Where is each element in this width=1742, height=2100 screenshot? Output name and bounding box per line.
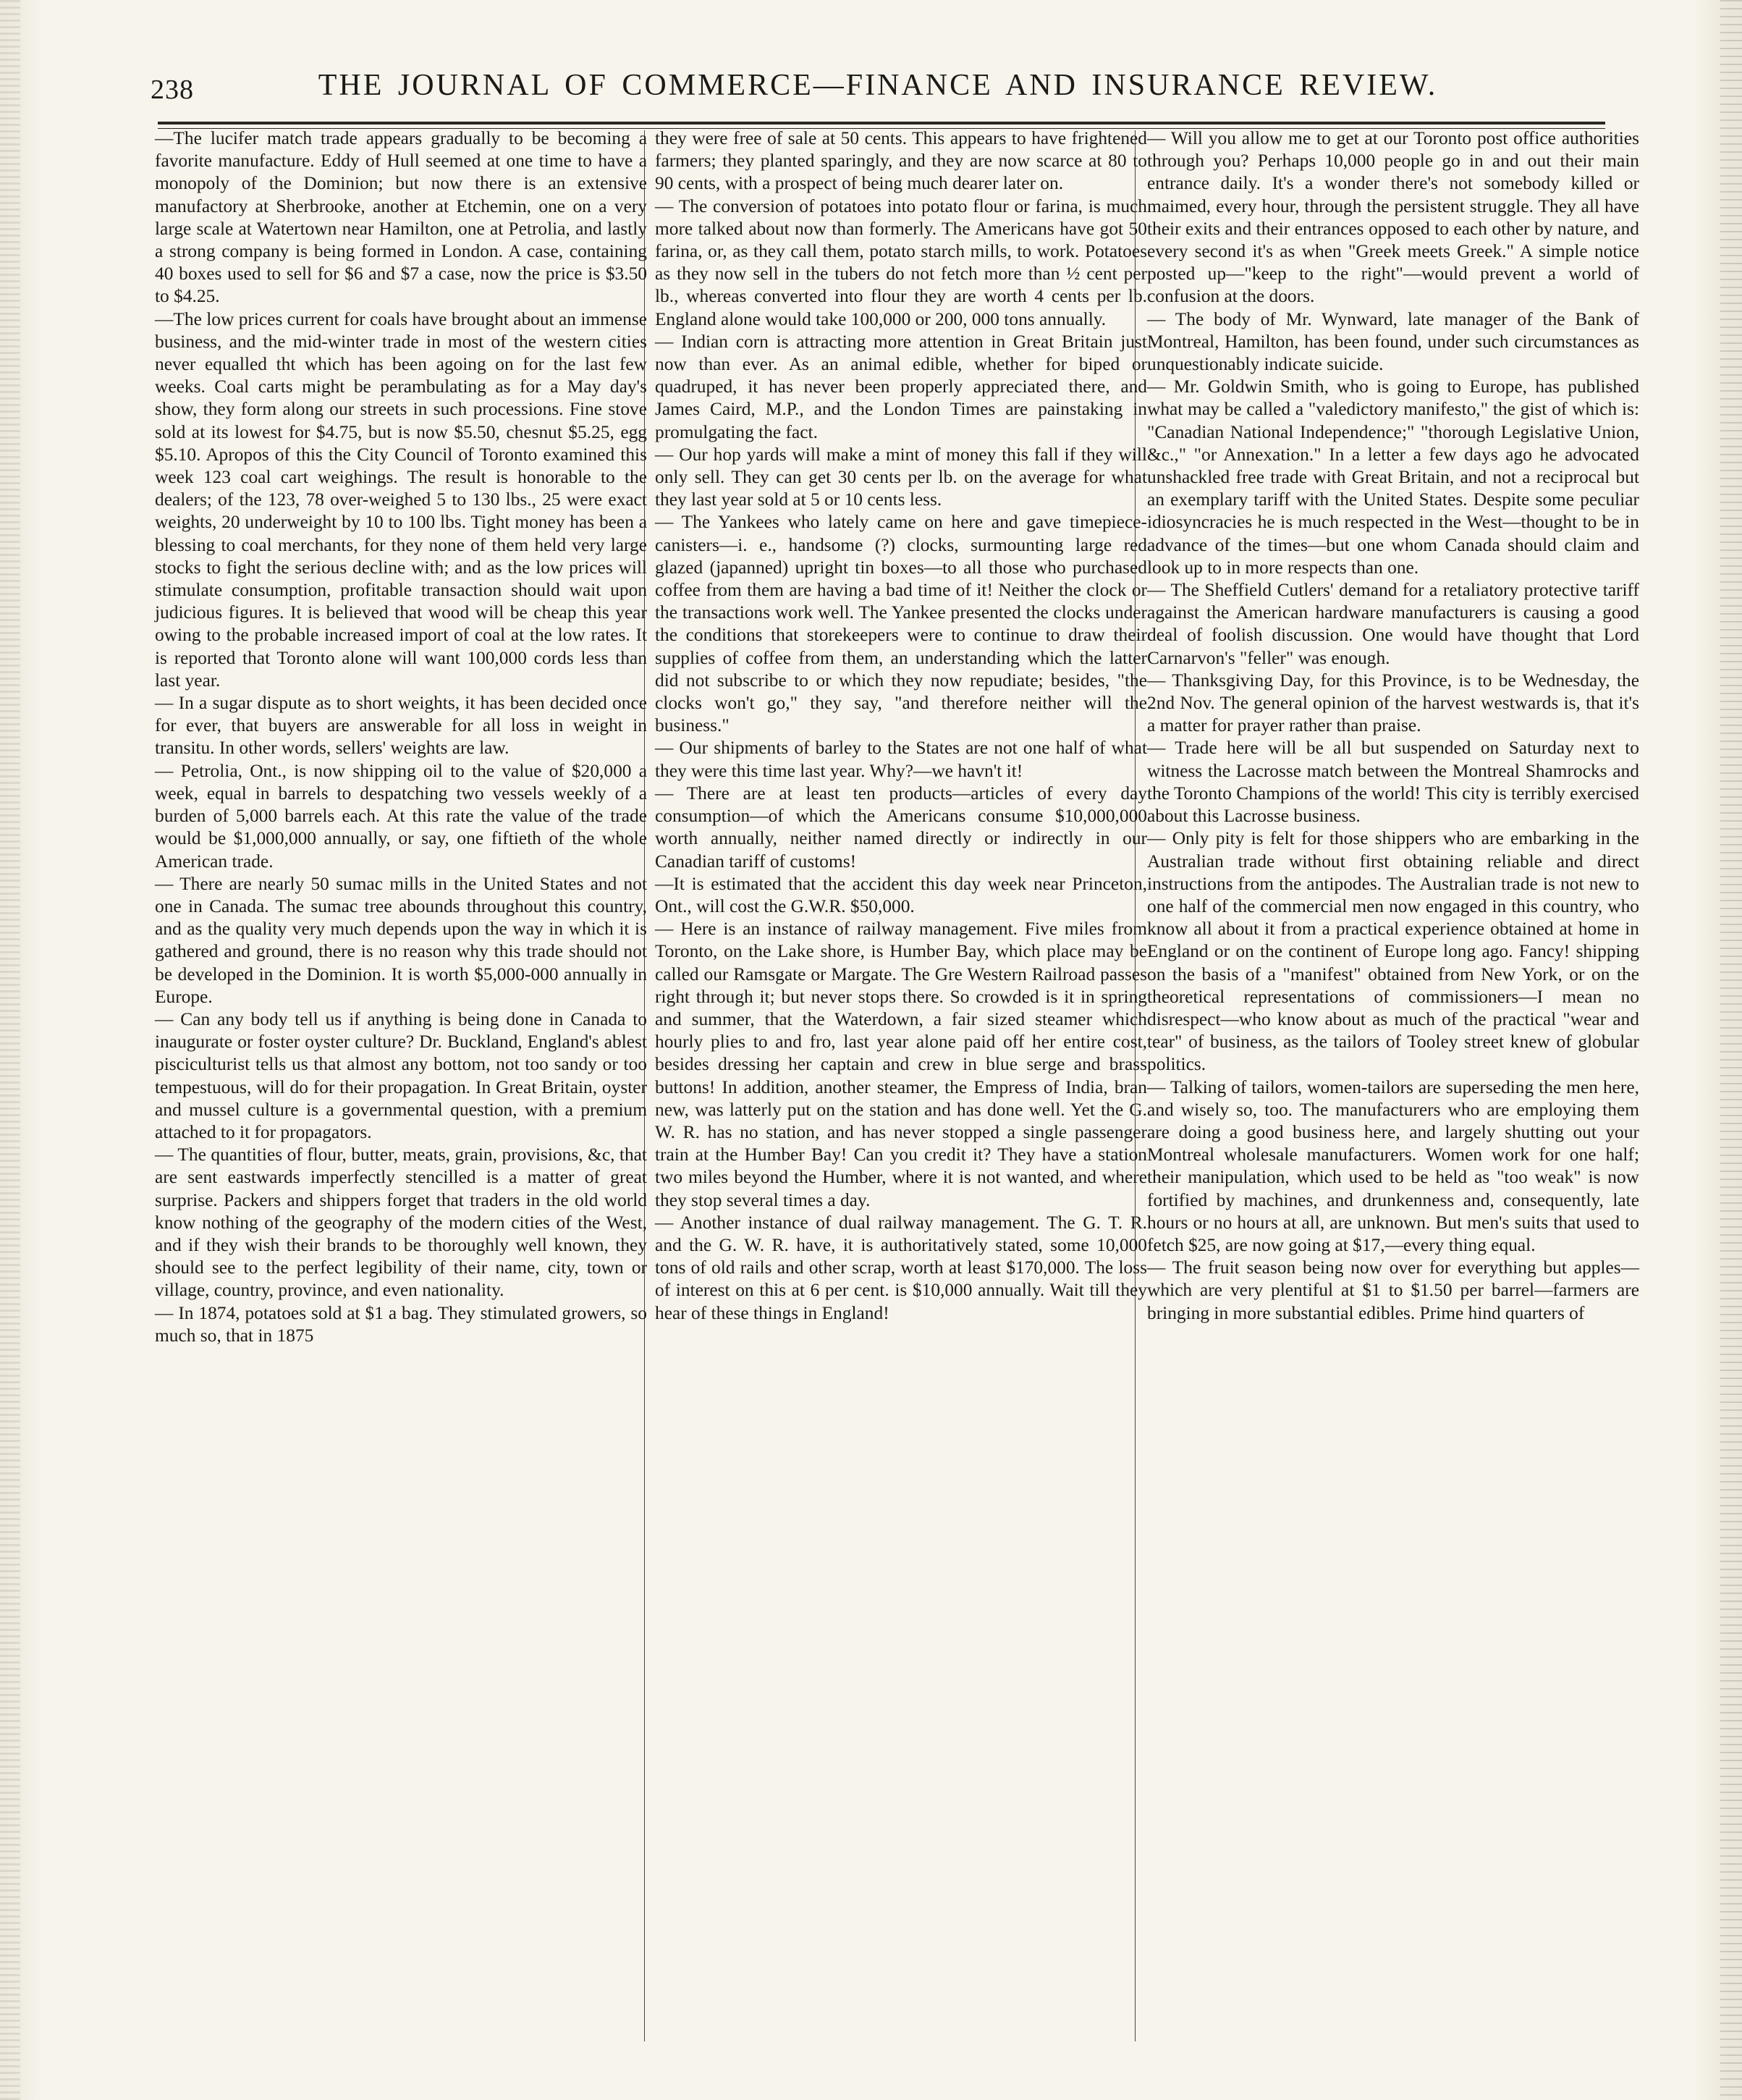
news-paragraph: — Will you allow me to get at our Toronto post office authorities through you? Perhaps 10,000 people go in and out their main entrance daily. It's a wonder there's not somebody killed or maimed, every hour, through the persistent struggle. They all have their exits and their entrances opposed to each other by nature, and every second it's as when "Greek meets Greek." A simple notice posted up—"keep to the right"—would prevent a world of confusion at the doors. bbox=[1147, 128, 1639, 307]
news-paragraph: — Thanksgiving Day, for this Province, is to be Wednesday, the 2nd Nov. The general opinion of the harvest westwards is, that it's a matter for prayer rather than praise. bbox=[1147, 670, 1639, 736]
news-paragraph: — Our hop yards will make a mint of money this fall if they will only sell. They can get 30 cents per lb. on the average for what they last year sold at 5 or 10 cents less. bbox=[655, 444, 1147, 510]
scan-edge-left bbox=[0, 0, 20, 2100]
news-paragraph: — In a sugar dispute as to short weights, it has been decided once for ever, that buyers are answerable for all loss in weight in transitu. In other words, sellers' weights are law. bbox=[155, 693, 647, 759]
article-column-1 bbox=[155, 127, 647, 1347]
news-paragraph: — Can any body tell us if anything is being done in Canada to inaugurate or foster oyster culture? Dr. Buckland, England's ablest pisciculturist tells us that almost any bottom, not too sandy or too tempestuous, will do for their propagation. In Great Britain, oyster and mussel culture is a governmental question, with a premium attached to it for propagators. bbox=[155, 1008, 647, 1142]
news-paragraph: — The Sheffield Cutlers' demand for a retaliatory protective tariff against the American hardware manufacturers is causing a good deal of foolish discussion. One would have thought that Lord Carnarvon's "feller" was enough. bbox=[1147, 580, 1639, 668]
news-paragraph: —The low prices current for coals have brought about an immense business, and the mid-winter trade in most of the western cities never equalled tht which has been agoing on for the last few weeks. Coal carts might be perambulating as for a May day's show, they form along our streets in such processions. Fine stove sold at its lowest for $4.75, but is now $5.50, chesnut $5.25, egg $5.10. Apropos of this the City Council of Toronto examined this week 123 coal cart weighings. The result is honorable to the dealers; of the 123, 78 over-weighed 5 to 130 lbs., 25 were exact weights, 20 underweight by 10 to 100 lbs. Tight money has been a blessing to coal merchants, for they none of them held very large stocks to fight the serious decline with; and as the low prices will stimulate consumption, profitable transaction should wait upon judicious figures. It is believed that wood will be cheap this year owing to the probable increased import of coal at the low rates. It is reported that Toronto alone will want 100,000 cords less than last year. bbox=[155, 308, 647, 691]
article-column-2 bbox=[655, 127, 1147, 1325]
news-paragraph: — Talking of tailors, women-tailors are superseding the men here, and wisely so, too. The manufacturers who are employing them are doing a good business here, and largely shutting out your Montreal wholesale manufacturers. Women work for one half; their manipulation, which used to be held as "too weak" is now fortified by machines, and drunkenness and, consequently, late hours or no hours at all, are unknown. But men's suits that used to fetch $25, are now going at $17,—every thing equal. bbox=[1147, 1076, 1639, 1255]
news-paragraph: — Another instance of dual railway management. The G. T. R. and the G. W. R. have, it is authoritatively stated, some 10,000 tons of old rails and other scrap, worth at least $170,000. The loss of interest on this at 6 per cent. is $10,000 annually. Wait till they hear of these things in England! bbox=[655, 1212, 1147, 1323]
news-paragraph: they were free of sale at 50 cents. This appears to have frightened farmers; they planted sparingly, and they are now scarce at 80 to 90 cents, with a prospect of being much dearer later on. bbox=[655, 128, 1147, 194]
news-paragraph: — Here is an instance of railway management. Five miles from Toronto, on the Lake shore, is Humber Bay, which place may be called our Ramsgate or Margate. The Gre Western Railroad passes right through it; but never stops there. So crowded is it in spring and summer, that the Waterdown, a fair sized steamer which hourly plies to and fro, last year alone paid off her entire cost, besides dressing her captain and crew in blue serge and brass buttons! In addition, another steamer, the Empress of India, bran new, was latterly put on the station and has done well. Yet the G. W. R. has no station, and has never stopped a single passenger train at the Humber Bay! Can you credit it? They have a station two miles beyond the Humber, where it is not wanted, and where they stop several times a day. bbox=[655, 919, 1147, 1210]
news-paragraph: — The conversion of potatoes into potato flour or farina, is much more talked about now than formerly. The Americans have got 50 farina, or, as they call them, potato starch mills, to work. Potatoes as they now sell in the tubers do not fetch more than ½ cent per lb., whereas converted into flour they are worth 4 cents per lb. England alone would take 100,000 or 200, 000 tons annually. bbox=[655, 195, 1147, 329]
news-paragraph: — Trade here will be all but suspended on Saturday next to witness the Lacrosse match between the Montreal Shamrocks and the Toronto Champions of the world! This city is terribly exercised about this Lacrosse business. bbox=[1147, 738, 1639, 827]
page-header bbox=[151, 68, 1605, 111]
scan-edge-right bbox=[1720, 0, 1742, 2100]
page-number: 238 bbox=[151, 75, 194, 105]
news-paragraph: — There are nearly 50 sumac mills in the United States and not one in Canada. The sumac tree abounds throughout this country, and as the quality very much depends upon the way in which it is gathered and ground, there is no reason why this trade should not be developed in the Dominion. It is worth $5,000-000 annually in Europe. bbox=[155, 873, 647, 1007]
news-paragraph: — The Yankees who lately came on here and gave timepiece-canisters—i. e., handsome (?) clocks, surmounting large red glazed (japanned) upright tin boxes—to all those who purchased coffee from them are having a bad time of it! Neither the clock or the transactions work well. The Yankee presented the clocks under the conditions that storekeepers were to continue to draw their supplies of coffee from them, an understanding which the latter did not subscribe to or which they now repudiate; besides, "the clocks won't go," they say, "and therefore neither will the business." bbox=[655, 512, 1147, 736]
news-paragraph: — Indian corn is attracting more attention in Great Britain just now than ever. As an animal edible, whether for biped or quadruped, it has never been properly appreciated there, and James Caird, M.P., and the London Times are painstaking in promulgating the fact. bbox=[655, 331, 1147, 442]
news-paragraph: — The body of Mr. Wynward, late manager of the Bank of Montreal, Hamilton, has been found, under such circumstances as unquestionably indicate suicide. bbox=[1147, 308, 1639, 375]
news-paragraph: — Petrolia, Ont., is now shipping oil to the value of $20,000 a week, equal in barrels to despatching two vessels weekly of a burden of 5,000 barrels each. At this rate the value of the trade would be $1,000,000 annually, or say, one fiftieth of the whole American trade. bbox=[155, 760, 647, 872]
journal-title: THE JOURNAL OF COMMERCE—FINANCE AND INSURANCE REVIEW. bbox=[318, 69, 1438, 102]
news-paragraph: — In 1874, potatoes sold at $1 a bag. They stimulated growers, so much so, that in 1875 bbox=[155, 1302, 647, 1346]
news-paragraph: — The fruit season being now over for everything but apples—which are very plentiful at $1 to $1.50 per barrel—farmers are bringing in more substantial edibles. Prime hind quarters of bbox=[1147, 1257, 1639, 1323]
news-paragraph: — Our shipments of barley to the States are not one half of what they were this time last year. Why?—we havn't it! bbox=[655, 738, 1147, 781]
news-paragraph: — Mr. Goldwin Smith, who is going to Europe, has published what may be called a "valedictory manifesto," the gist of which is: "Canadian National Independence;" "thorough Legislative Union, &c.," "or Annexation." In a letter a few days ago he advocated unshackled free trade with Great Britain, and not a reciprocal but an exemplary tariff with the United States. Despite some peculiar idiosyncracies he is much respected in the West—thought to be in advance of the times—but one whom Canada should claim and look up to in more respects than one. bbox=[1147, 376, 1639, 578]
news-paragraph: — The quantities of flour, butter, meats, grain, provisions, &c, that are sent eastwards imperfectly stencilled is a matter of great surprise. Packers and shippers forget that traders in the old world know nothing of the geography of the modern cities of the West, and if they wish their brands to be thoroughly well known, they should see to the perfect legibility of their name, city, town or village, country, province, and even nationality. bbox=[155, 1144, 647, 1301]
news-paragraph: —It is estimated that the accident this day week near Princeton, Ont., will cost the G.W.R. $50,000. bbox=[655, 873, 1147, 916]
news-paragraph: — There are at least ten products—articles of every day consumption—of which the Americans consume $10,000,000 worth annually, neither named directly or indirectly in our Canadian tariff of customs! bbox=[655, 783, 1147, 872]
news-paragraph: —The lucifer match trade appears gradually to be becoming a favorite manufacture. Eddy of Hull seemed at one time to have a monopoly of the Dominion; but now there is an extensive manufactory at Sherbrooke, another at Etchemin, one on a very large scale at Watertown near Hamilton, one at Petrolia, and lastly a strong company is being formed in London. A case, containing 40 boxes used to sell for $6 and $7 a case, now the price is $3.50 to $4.25. bbox=[155, 128, 647, 307]
news-paragraph: — Only pity is felt for those shippers who are embarking in the Australian trade without first obtaining reliable and direct instructions from the antipodes. The Australian trade is not new to one half of the commercial men now engaged in this country, who know all about it from a practical experience obtained at home in England or on the continent of Europe long ago. Fancy! shipping on the basis of a "manifest" obtained from New York, or on the theoretical representations of commissioners—I mean no disrespect—who know about as much of the practical "wear and tear" of business, as the tailors of Tooley street knew of globular politics. bbox=[1147, 828, 1639, 1075]
article-column-3 bbox=[1147, 127, 1639, 1325]
